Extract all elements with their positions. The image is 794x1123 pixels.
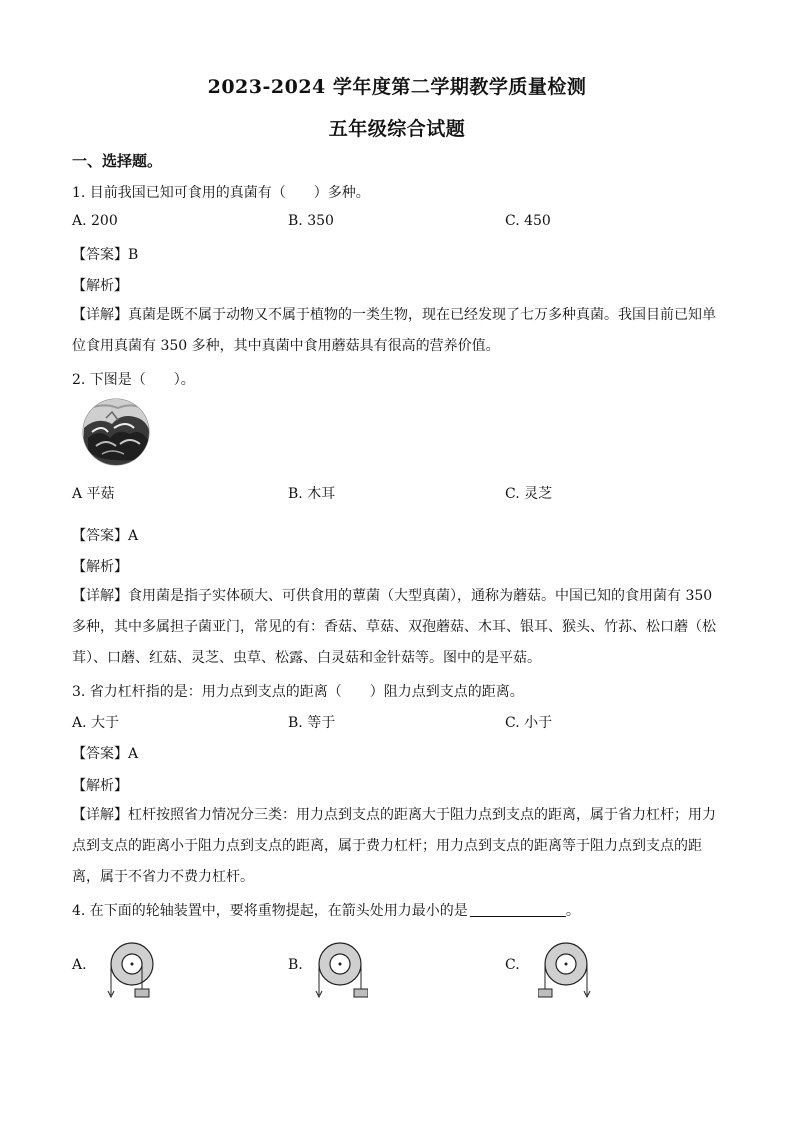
q1-option-a: A. 200 — [72, 213, 118, 229]
wheel-axle-diagram-b — [312, 940, 368, 1000]
q2-answer: 【答案】A — [72, 528, 139, 544]
q2-option-a: A 平菇 — [72, 486, 115, 502]
wheel-axle-diagram-a — [104, 940, 160, 1000]
q1-option-b: B. 350 — [288, 213, 334, 229]
q3-analysis-label: 【解析】 — [72, 778, 128, 794]
q3-answer: 【答案】A — [72, 746, 139, 762]
q3-detail — [72, 800, 722, 893]
q1-detail-line: 【详解】真菌是既不属于动物又不属于植物的一类生物，现在已经发现了七万多种真菌。我国目前已知单 — [72, 307, 716, 323]
q2-option-c: C. 灵芝 — [505, 486, 553, 502]
document-title: 2023-2024 学年度第二学期教学质量检测 — [207, 76, 587, 98]
q2-analysis-label: 【解析】 — [72, 559, 128, 575]
q2-detail-line: 茸）、口蘑、红菇、灵芝、虫草、松露、白灵菇和金针菇等。图中的是平菇。 — [72, 650, 541, 666]
q4-stem-end: 。 — [565, 903, 580, 919]
q3-detail-line: 【详解】杠杆按照省力情况分三类：用力点到支点的距离大于阻力点到支点的距离，属于省力杠杆；用力 — [72, 807, 716, 823]
wheel-axle-diagram-c — [538, 940, 594, 1000]
q1-detail — [72, 300, 722, 362]
q1-stem: 1. 目前我国已知可食用的真菌有（ ）多种。 — [72, 185, 370, 201]
q4-option-a: A. — [72, 957, 87, 973]
q1-answer: 【答案】B — [72, 247, 139, 263]
document-subtitle: 五年级综合试题 — [328, 118, 466, 140]
section-heading: 一、选择题。 — [72, 152, 163, 170]
q1-detail-line: 位食用真菌有 350 多种，其中真菌中食用蘑菇具有很高的营养价值。 — [72, 338, 500, 354]
q2-detail-line: 多种，其中多属担子菌亚门，常见的有：香菇、草菇、双孢蘑菇、木耳、银耳、猴头、竹荪、松口蘑（松 — [72, 619, 716, 635]
q4-stem — [72, 900, 580, 920]
q3-option-b: B. 等于 — [288, 715, 336, 731]
q4-option-b: B. — [288, 957, 303, 973]
q2-detail — [72, 581, 722, 674]
oyster-mushroom-photo — [82, 398, 150, 466]
q3-option-a: A. 大于 — [72, 715, 120, 731]
q4-option-c: C. — [505, 957, 520, 973]
q1-analysis-label: 【解析】 — [72, 278, 128, 294]
q2-stem: 2. 下图是（ ）。 — [72, 372, 195, 388]
q2-detail-line: 【详解】食用菌是指子实体硕大、可供食用的蕈菌（大型真菌），通称为蘑菇。中国已知的食用菌有 350 — [72, 588, 713, 604]
q3-detail-line: 离，属于不省力不费力杠杆。 — [72, 869, 254, 885]
q3-option-c: C. 小于 — [505, 715, 553, 731]
q1-option-c: C. 450 — [505, 213, 551, 229]
q4-answer-blank — [470, 902, 566, 917]
q4-stem-text: 4. 在下面的轮轴装置中，要将重物提起，在箭头处用力最小的是 — [72, 903, 468, 919]
q2-option-b: B. 木耳 — [288, 486, 336, 502]
q3-detail-line: 点到支点的距离小于阻力点到支点的距离，属于费力杠杆；用力点到支点的距离等于阻力点到支点的距 — [72, 838, 702, 854]
q3-stem: 3. 省力杠杆指的是：用力点到支点的距离（ ）阻力点到支点的距离。 — [72, 684, 524, 700]
